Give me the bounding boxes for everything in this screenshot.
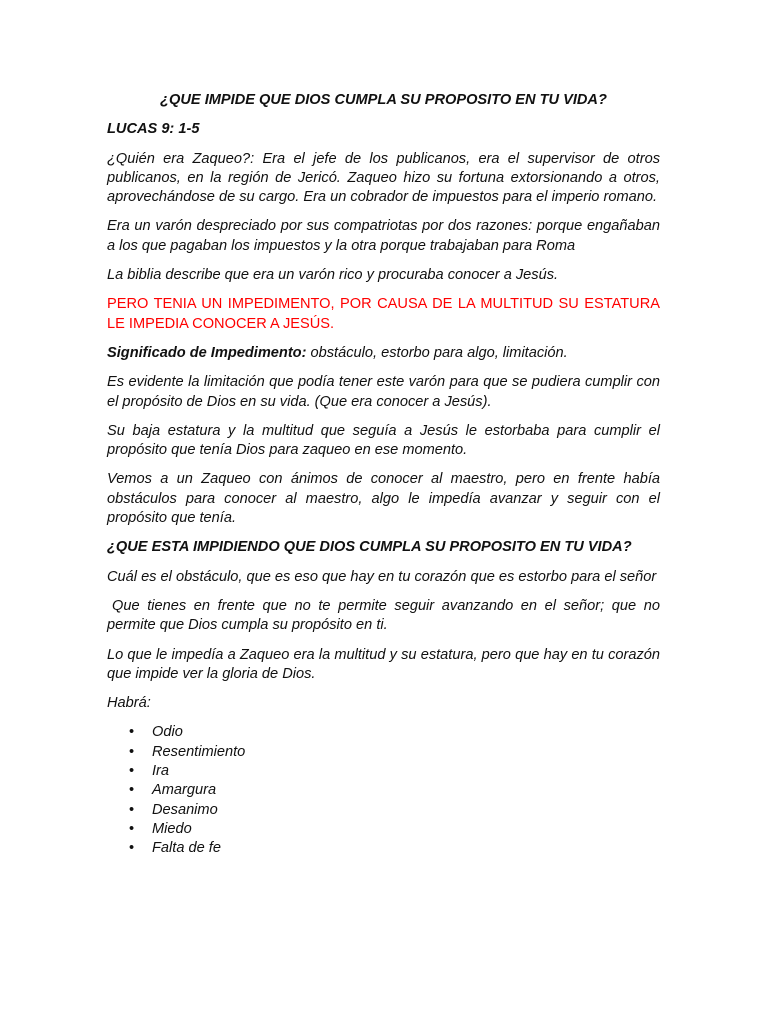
paragraph-short-stature: Su baja estatura y la multitud que seguía a Jesús le estorbaba para cumplir el propósito que tenía Dios para zaqueo en ese momento.	[107, 422, 660, 459]
paragraph-evident-limitation: Es evidente la limitación que podía tener este varón para que se pudiera cumplir con el propósito de Dios en su vida. (Que era conocer a Jesús).	[107, 374, 660, 410]
bullet-icon: •	[129, 724, 135, 741]
list-item: • Resentimiento	[129, 743, 660, 762]
paragraph-who-was-zaqueo: ¿Quién era Zaqueo?: Era el jefe de los publicanos, era el supervisor de otros publicanos, en la región de Jericó. Zaqueo hizo su fortuna extorsionando a otros, aprovechándose de su cargo. Era un cobrador de impuestos para el imperio romano.	[107, 150, 660, 206]
scripture-reference: LUCAS 9: 1-5	[107, 121, 200, 138]
paragraph-obstacles: Vemos a un Zaqueo con ánimos de conocer al maestro, pero en frente había obstáculos para conocer al maestro, algo le impedía avanzar y seguir con el propósito que tenía.	[107, 471, 660, 527]
list-item: • Desanimo	[129, 801, 660, 820]
paragraph-rich-man: La biblia describe que era un varón rico y procuraba conocer a Jesús.	[107, 267, 559, 284]
bullet-icon: •	[129, 801, 135, 818]
list-item: • Miedo	[129, 820, 660, 839]
bullet-icon: •	[129, 763, 135, 780]
paragraph-despised-man: Era un varón despreciado por sus compatriotas por dos razones: porque engañaban a los que pagaban los impuestos y la otra porque trabajaban para Roma	[107, 218, 660, 254]
list-item: • Falta de fe	[129, 839, 660, 858]
paragraph-impediment-highlight: PERO TENIA UN IMPEDIMENTO, POR CAUSA DE LA MULTITUD SU ESTATURA LE IMPEDIA CONOCER A JESÚS.	[107, 296, 660, 332]
list-item: • Ira	[129, 762, 660, 781]
definition-text: obstáculo, estorbo para algo, limitación.	[306, 344, 568, 361]
document-title: ¿QUE IMPIDE QUE DIOS CUMPLA SU PROPOSITO EN TU VIDA?	[160, 92, 607, 108]
bullet-icon: •	[129, 820, 135, 837]
paragraph-what-ahead: Que tienes en frente que no te permite seguir avanzando en el señor; que no permite que Dios cumpla su propósito en ti.	[107, 597, 660, 634]
bullet-icon: •	[129, 840, 135, 857]
list-item: • Amargura	[129, 781, 660, 800]
list-item: • Odio	[129, 723, 660, 742]
paragraph-heart-glory: Lo que le impedía a Zaqueo era la multitud y su estatura, pero que hay en tu corazón que impide ver la gloria de Dios.	[107, 646, 660, 682]
list-intro: Habrá:	[107, 695, 151, 712]
section-heading: ¿QUE ESTA IMPIDIENDO QUE DIOS CUMPLA SU PROPOSITO EN TU VIDA?	[107, 539, 632, 556]
paragraph-what-obstacle: Cuál es el obstáculo, que es eso que hay en tu corazón que es estorbo para el señor	[107, 568, 657, 585]
definition-label: Significado de Impedimento:	[107, 344, 307, 361]
paragraph-impediment-definition	[107, 344, 660, 363]
bullet-icon: •	[129, 782, 135, 799]
bullet-icon: •	[129, 743, 135, 760]
obstacles-list	[107, 723, 660, 858]
